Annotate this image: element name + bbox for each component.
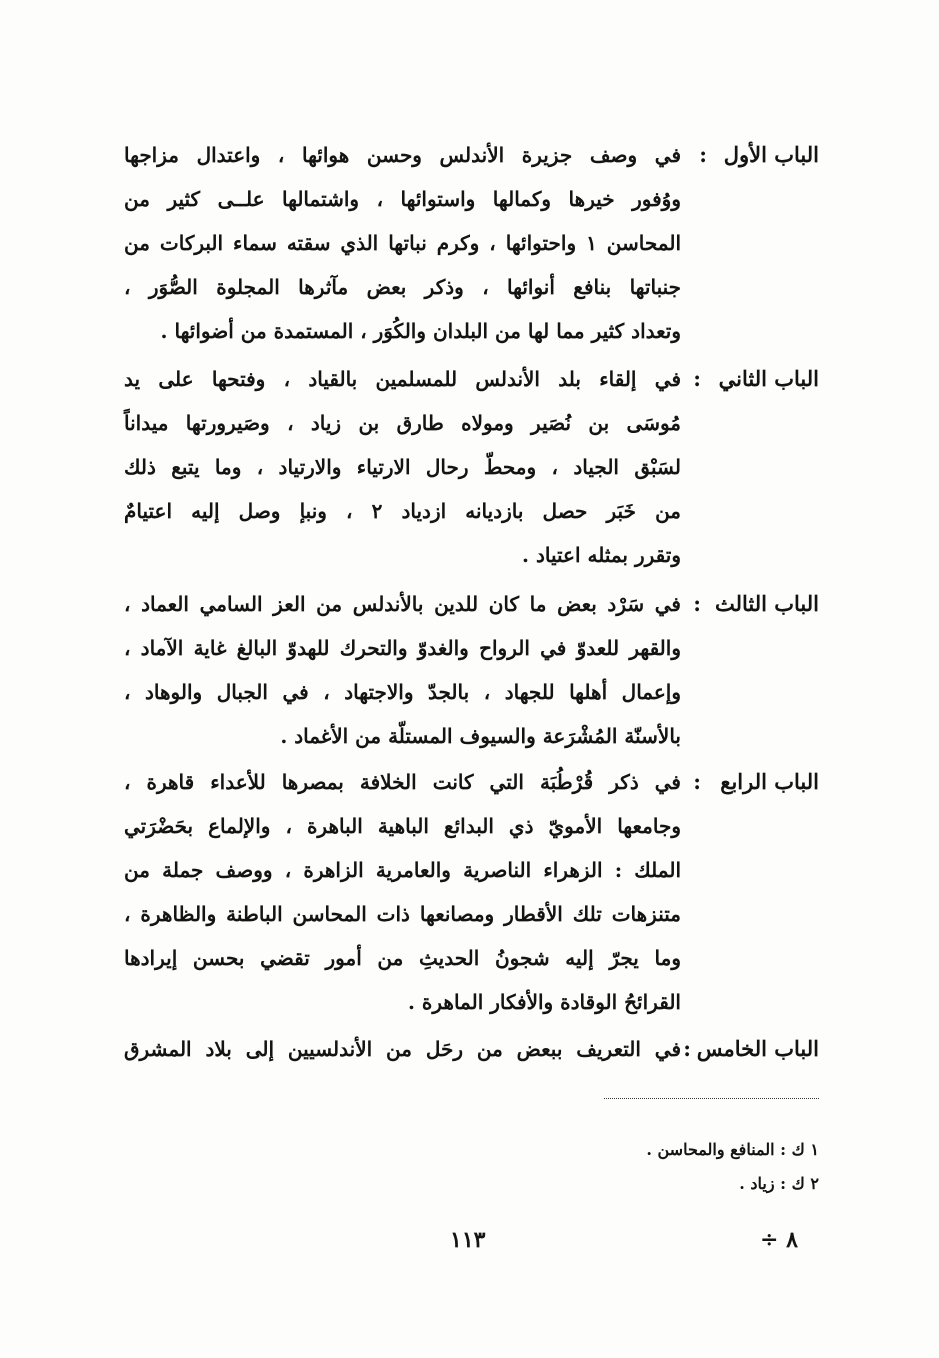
- text-line: في إلقاء بلد الأندلس للمسلمين بالقياد ، وفتحها على يد: [124, 367, 682, 391]
- text-line: ووُفور خيرها وكمالها واستوائها ، واشتمالها علــى كثير من: [124, 187, 681, 211]
- chapter-title: الباب الرابع: [720, 769, 819, 794]
- text-line: في وصف جزيرة الأندلس وحسن هوائها ، واعتدال مزاجها: [124, 143, 681, 167]
- footnote: ٢ ك : زياد .: [739, 1174, 819, 1193]
- footnote: ١ ك : المنافع والمحاسن .: [646, 1140, 819, 1159]
- text-line: متنزهات تلك الأقطار ومصانعها ذات المحاسن الباطنة والظاهرة ،: [124, 902, 681, 926]
- text-line: القرائحُ الوقادة والأفكار الماهرة .: [407, 990, 681, 1014]
- chapter-text: [124, 582, 681, 758]
- text-line: وما يجرّ إليه شجونُ الحديثِ من أمور تقضي بحسن إيرادها: [124, 946, 681, 970]
- chapter-title: الباب الثالث: [714, 591, 819, 616]
- text-line: والقهر للعدوّ في الرواح والغدوّ والتحرك للهدوّ البالغ غاية الآماد ،: [124, 636, 681, 660]
- footnotes: [646, 1133, 819, 1201]
- chapter-text: [124, 1027, 681, 1071]
- chapter-text: [124, 133, 681, 353]
- signature-mark: ٨ ÷: [760, 1227, 798, 1253]
- text-line: وإعمال أهلها للجهاد ، بالجدّ والاجتهاد ، في الجبال والوهاد ،: [124, 680, 682, 704]
- text-line: بالأسنّة المُشْرَعة والسيوف المستلّة من الأغماد .: [280, 724, 681, 748]
- chapter-colon: :: [693, 366, 701, 391]
- chapter-colon: :: [693, 769, 701, 794]
- text-line: جنباتها بنافع أنوائها ، وذكر بعض مآثرها المجلوة الصُّوَر ،: [124, 275, 681, 299]
- chapter-text: [124, 357, 681, 577]
- chapter-title: الباب الثاني: [718, 366, 819, 391]
- text-line: في سَرْد بعض ما كان للدين بالأندلس من العز السامي العماد ،: [124, 592, 681, 616]
- text-line: وتعداد كثير مما لها من البلدان والكُوَر ، المستمدة من أضوائها .: [160, 319, 681, 343]
- chapter-colon: :: [693, 591, 701, 616]
- text-line: المحاسن ١ واحتوائها ، وكرم نباتها الذي سقته سماء البركات من: [124, 231, 681, 255]
- text-line: في التعريف ببعض من رحَل من الأندلسيين إلى بلاد المشرق: [124, 1037, 682, 1061]
- text-line: وجامعها الأمويّ ذي البدائع الباهية الباهرة ، والإلماع بحَضْرَتي: [124, 814, 681, 838]
- footnote-divider: [604, 1098, 819, 1099]
- page-number: ١١٣: [450, 1227, 486, 1253]
- text-line: مُوسَى بن نُصَير ومولاه طارق بن زياد ، وصَيرورتها ميداناً: [124, 411, 681, 435]
- chapter-title: الباب الأول: [723, 142, 819, 167]
- text-line: في ذكر قُرْطُبَة التي كانت الخلافة بمصرها للأعداء قاهرة ،: [124, 770, 681, 794]
- chapter-colon: :: [699, 142, 707, 167]
- chapter-title: الباب الخامس: [696, 1036, 819, 1061]
- chapter-text: [124, 760, 681, 1024]
- text-line: الملك : الزهراء الناصرية والعامرية الزاهرة ، ووصف جملة من: [124, 858, 681, 882]
- chapter-colon: :: [683, 1036, 691, 1061]
- text-line: من خَبَر حصل بازديانه ازدياد ٢ ، ونبإ وصل إليه اعتيامٌ: [124, 499, 682, 523]
- text-line: وتقرر بمثله اعتياد .: [522, 543, 681, 567]
- text-line: لسَبْق الجياد ، ومحطّ رحال الارتياء والارتياد ، وما يتبع ذلك: [124, 455, 681, 479]
